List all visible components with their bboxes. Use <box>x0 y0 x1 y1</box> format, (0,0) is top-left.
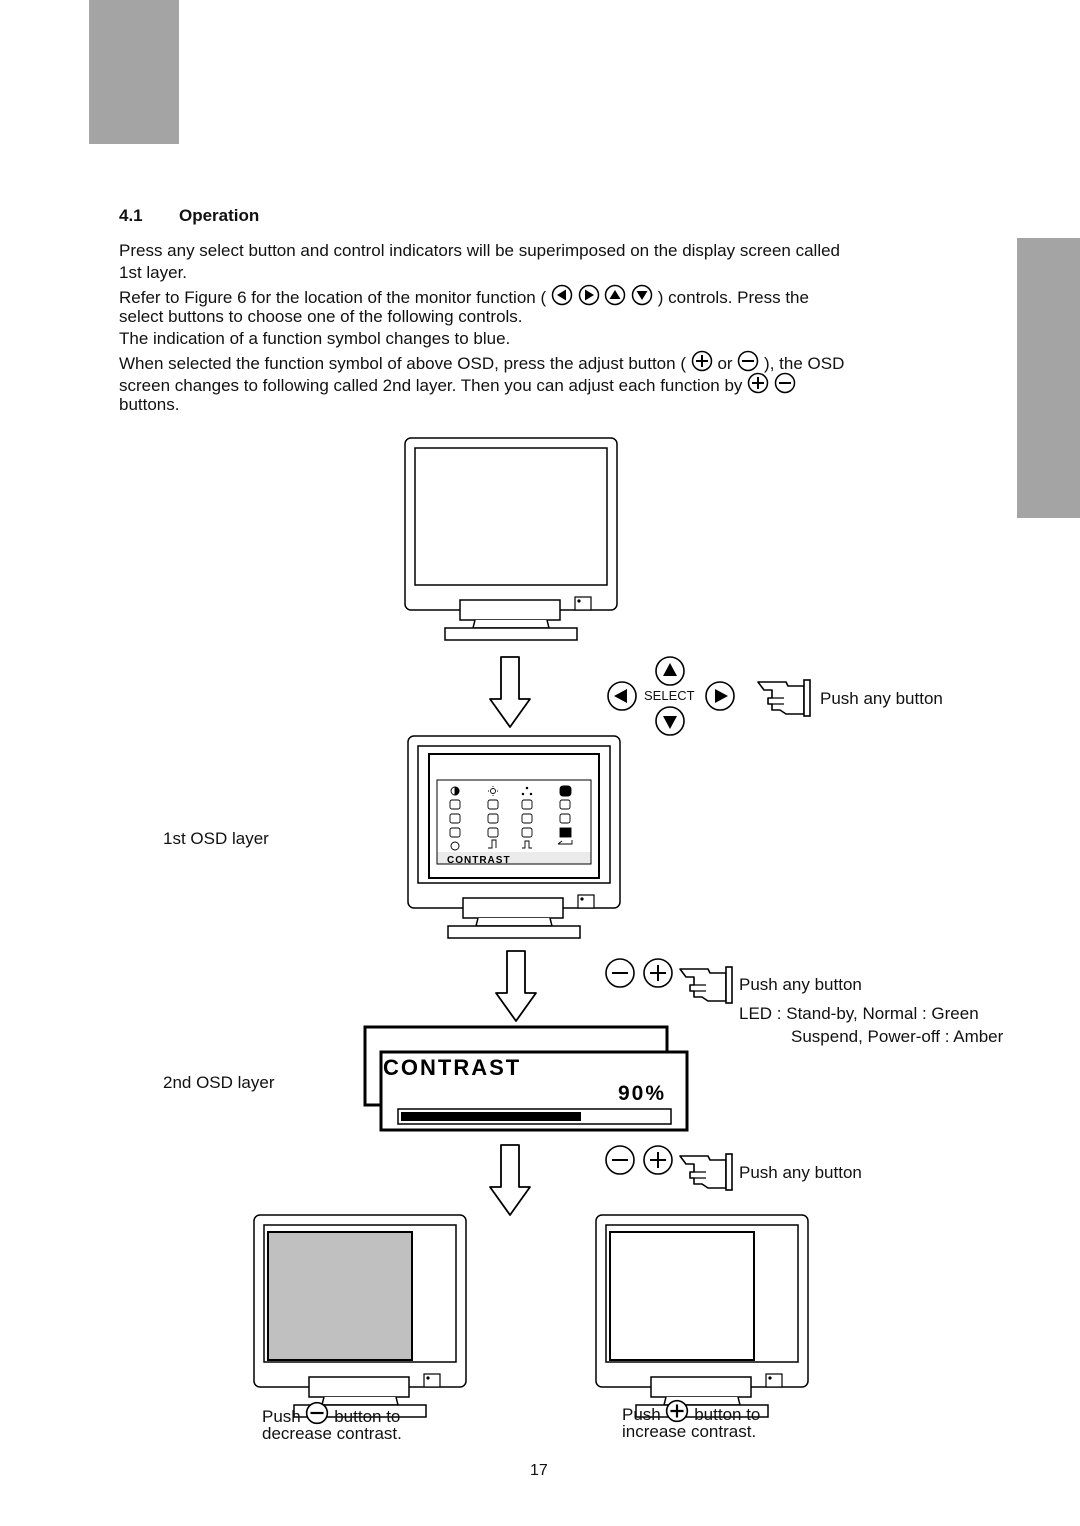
text-run: Push <box>622 1405 661 1424</box>
contrast-progress-fill <box>401 1112 581 1121</box>
osd-menu-caption: CONTRAST <box>447 855 511 866</box>
monitor-increased-contrast <box>596 1215 808 1417</box>
page-number: 17 <box>530 1462 548 1479</box>
paragraph-line: Press any select button and control indicators will be superimposed on the display screen called <box>119 241 841 260</box>
paragraph-line: 1st layer. <box>119 263 188 282</box>
text-run: ) controls. Press the <box>657 288 809 307</box>
left-arrow-icon <box>608 682 636 710</box>
monitor-osd-layer1 <box>408 736 620 938</box>
monitor-initial <box>405 438 617 640</box>
increase-caption-line2: increase contrast. <box>622 1422 757 1441</box>
led-status-line: Suspend, Power-off : Amber <box>791 1027 1004 1046</box>
push-any-button-label: Push any button <box>739 975 862 994</box>
layer2-label: 2nd OSD layer <box>163 1073 275 1092</box>
push-any-button-label: Push any button <box>739 1163 862 1182</box>
right-arrow-icon <box>706 682 734 710</box>
osd-value: 90% <box>617 1082 666 1105</box>
led-status-line: LED : Stand-by, Normal : Green <box>739 1004 979 1023</box>
minus-icon <box>305 1401 329 1425</box>
down-arrow-icon <box>656 707 684 735</box>
pointing-hand-icon <box>758 680 810 716</box>
plus-icon <box>644 959 672 987</box>
monitor-decreased-contrast <box>254 1215 466 1417</box>
select-label: SELECT <box>644 688 695 703</box>
paragraph-line: select buttons to choose one of the following controls. <box>119 307 523 326</box>
text-run: When selected the function symbol of above OSD, press the adjust button ( <box>119 354 686 373</box>
plus-icon <box>665 1399 689 1423</box>
paragraph-line: buttons. <box>119 395 180 414</box>
pointing-hand-icon <box>680 967 732 1003</box>
decrease-caption-line2: decrease contrast. <box>262 1424 402 1443</box>
text-run: ), the OSD <box>764 354 845 373</box>
minus-icon <box>606 1146 634 1174</box>
section-number: 4.1 <box>119 206 143 225</box>
text-run: or <box>717 354 733 373</box>
text-run: Refer to Figure 6 for the location of the monitor function ( <box>119 288 547 307</box>
plus-icon <box>644 1146 672 1174</box>
paragraph-line: The indication of a function symbol changes to blue. <box>119 329 511 348</box>
text-run: button to <box>694 1405 761 1424</box>
push-any-button-label: Push any button <box>820 689 943 708</box>
flow-arrow-icon <box>490 1145 530 1215</box>
text-run: button to <box>334 1407 401 1426</box>
minus-icon <box>606 959 634 987</box>
section-title: Operation <box>179 206 260 225</box>
flow-arrow-icon <box>496 951 536 1021</box>
text-run: Push <box>262 1407 301 1426</box>
up-arrow-icon <box>656 657 684 685</box>
osd-title: CONTRAST <box>383 1055 522 1080</box>
layer1-label: 1st OSD layer <box>163 829 269 848</box>
flow-arrow-icon <box>490 657 530 727</box>
text-run: screen changes to following called 2nd layer. Then you can adjust each function by <box>119 376 743 395</box>
pointing-hand-icon <box>680 1154 732 1190</box>
